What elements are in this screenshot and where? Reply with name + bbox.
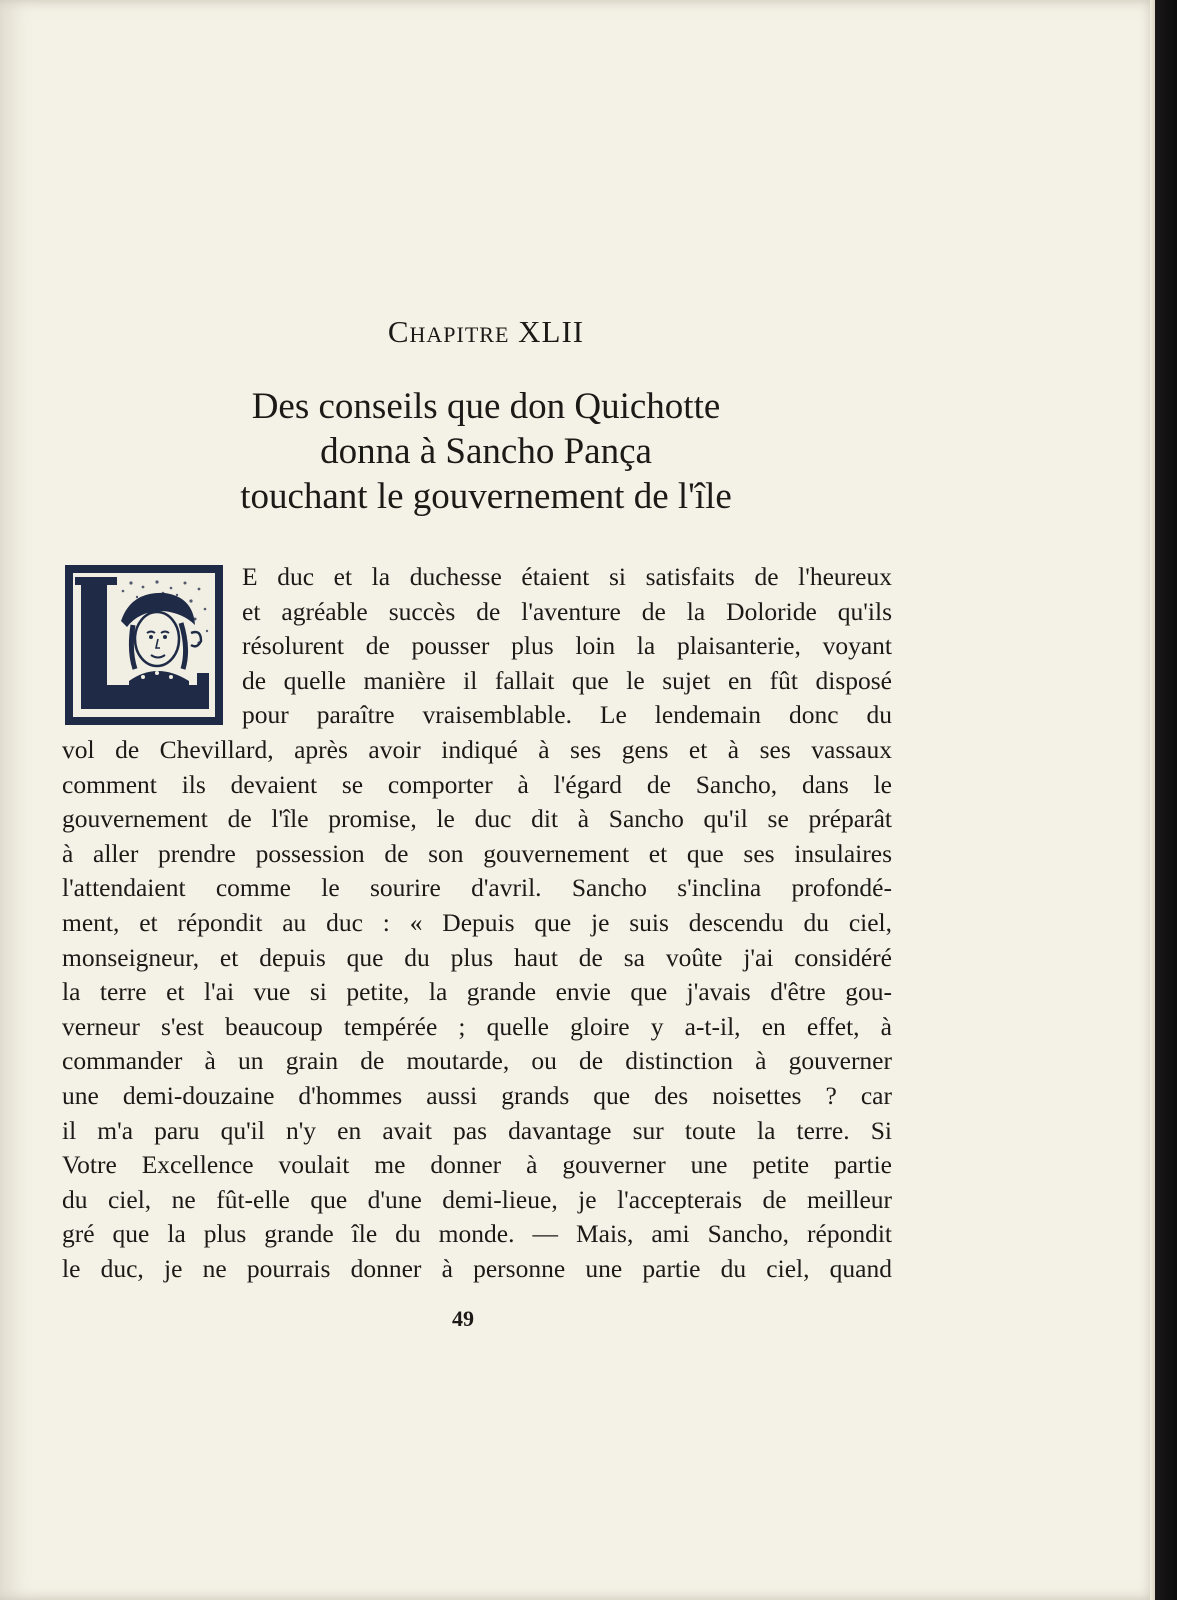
text-line: il m'a paru qu'il n'y en avait pas davantage sur toute la terre. Si	[62, 1115, 892, 1145]
title-line: donna à Sancho Pança	[320, 431, 652, 472]
text-line: de quelle manière il fallait que le sujet en fût disposé	[242, 665, 892, 695]
text-line: ment, et répondit au duc : « Depuis que je suis descendu du ciel,	[62, 907, 892, 937]
text-line: vol de Chevillard, après avoir indiqué à ses gens et à ses vassaux	[62, 734, 892, 764]
text-line: et agréable succès de l'aventure de la Doloride qu'ils	[242, 596, 892, 626]
title-line: touchant le gouvernement de l'île	[240, 476, 732, 517]
chapter-heading: Chapitre XLII	[387, 314, 585, 349]
text-line: la terre et l'ai vue si petite, la grande envie que j'avais d'être gou-	[62, 977, 892, 1007]
text-line: du ciel, ne fût-elle que d'une demi-lieue, je l'accepterais de meilleur	[62, 1184, 892, 1214]
text-line: verneur s'est beaucoup tempérée ; quelle gloire y a-t-il, en effet, à	[62, 1011, 892, 1041]
text-line: gouvernement de l'île promise, le duc dit à Sancho qu'il se préparât	[62, 804, 892, 834]
dark-background-edge	[1155, 0, 1177, 1600]
body-text	[62, 560, 892, 1286]
text-line: gré que la plus grande île du monde. — Mais, ami Sancho, répondit	[62, 1219, 892, 1249]
title-line: Des conseils que don Quichotte	[251, 386, 721, 427]
text-line: pour paraître vraisemblable. Le lendemain donc du	[242, 700, 892, 730]
text-line: une demi-douzaine d'hommes aussi grands que des noisettes ? car	[62, 1080, 892, 1110]
text-line: comment ils devaient se comporter à l'égard de Sancho, dans le	[62, 769, 892, 799]
chapter-title	[0, 384, 972, 519]
text-line: à aller prendre possession de son gouvernement et que ses insulaires	[62, 838, 892, 868]
text-line: commander à un grain de moutarde, ou de distinction à gouverner	[62, 1046, 892, 1076]
text-line: résolurent de pousser plus loin la plaisanterie, voyant	[242, 631, 892, 661]
text-line: Votre Excellence voulait me donner à gouverner une petite partie	[62, 1150, 892, 1180]
text-line: le duc, je ne pourrais donner à personne une partie du ciel, quand	[62, 1253, 892, 1283]
text-line: l'attendaient comme le sourire d'avril. Sancho s'inclina profondé-	[62, 873, 892, 903]
text-line: monseigneur, et depuis que du plus haut de sa voûte j'ai considéré	[62, 942, 892, 972]
text-line: E duc et la duchesse étaient si satisfaits de l'heureux	[242, 562, 892, 591]
page-number: 49	[452, 1306, 474, 1331]
